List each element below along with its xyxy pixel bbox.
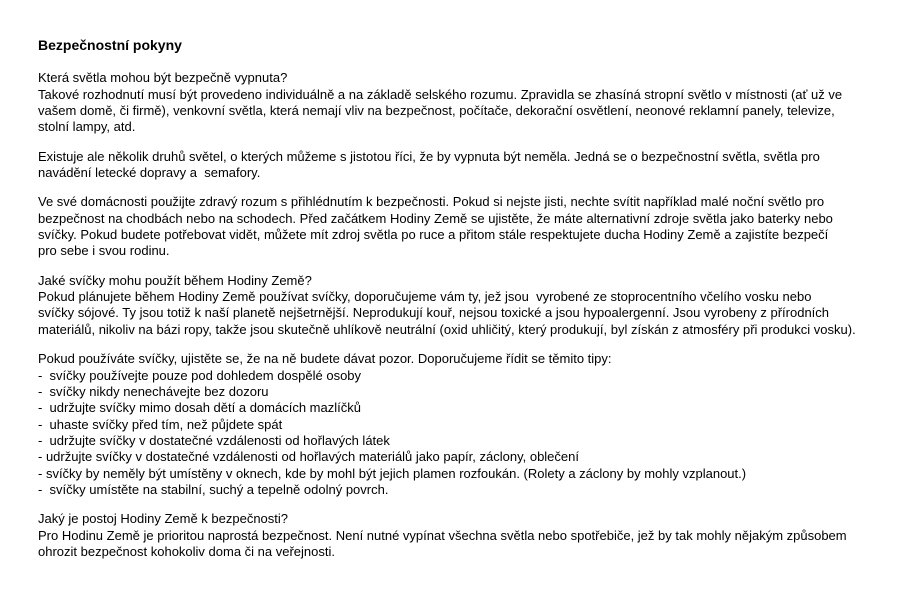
- text-line: Existuje ale několik druhů světel, o kterých můžeme s jistotou říci, že by vypnuta být neměla. Jedná se o bezpečnostní světla, světla pro: [38, 148, 820, 164]
- paragraph-lights-exceptions: [38, 149, 876, 182]
- text-line: vašem domě, či firmě), venkovní světla, která nemají vliv na bezpečnost, počítače, dekorační osvětlení, neonové reklamní panely, televize,: [38, 103, 835, 119]
- section-heading: Jaký je postoj Hodiny Země k bezpečnosti?: [38, 511, 289, 527]
- paragraph-candle-types: [38, 273, 876, 338]
- bullet-line: - svíčky používejte pouze pod dohledem dospělé osoby: [38, 367, 362, 383]
- text-line: Pokud používáte svíčky, ujistěte se, že na ně budete dávat pozor. Doporučujeme řídit se těmito tipy:: [38, 351, 612, 367]
- text-line: svíčky sójové. Ty jsou totiž k naší planetě nejšetrnější. Neprodukují kouř, nejsou toxické a jsou hypoalergenní. Jsou vyrobeny z přírodních: [38, 305, 830, 321]
- text-line: Pro Hodinu Země je prioritou naprostá bezpečnost. Není nutné vypínat všechna světla nebo spotřebiče, jež by tak mohly nějakým způsobem: [38, 527, 847, 543]
- bullet-line: - svíčky by neměly být umístěny v oknech, kde by mohl být jejich plamen rozfoukán. (Rolety a záclony by mohly vzplanout.): [38, 465, 747, 481]
- paragraph-which-lights: [38, 70, 876, 135]
- paragraph-household-advice: [38, 194, 876, 259]
- bullet-line: - svíčky umístěte na stabilní, suchý a tepelně odolný povrch.: [38, 481, 389, 497]
- text-line: bezpečnost na chodbách nebo na schodech. Před začátkem Hodiny Země se ujistěte, že máte alternativní zdroje světla jako baterky nebo: [38, 210, 833, 226]
- text-line: stolní lampy, atd.: [38, 119, 136, 135]
- text-line: Takové rozhodnutí musí být provedeno individuálně a na základě selského rozumu. Zpravidla se zhasíná stropní světlo v místnosti (ať už ve: [38, 86, 843, 102]
- bullet-line: - svíčky nikdy nenechávejte bez dozoru: [38, 383, 269, 399]
- text-line: Pokud plánujete během Hodiny Země používat svíčky, doporučujeme vám ty, jež jsou vyrobené ze stoprocentního včelího vosku nebo: [38, 289, 812, 305]
- document-title: Bezpečnostní pokyny: [38, 37, 182, 53]
- bullet-line: - uhaste svíčky před tím, než půjdete spát: [38, 416, 283, 432]
- section-heading: Jaké svíčky mohu použít během Hodiny Země?: [38, 272, 312, 288]
- paragraph-earth-hour-stance: [38, 511, 876, 560]
- text-line: pro sebe i svou rodinu.: [38, 243, 170, 259]
- text-line: materiálů, nikoliv na bázi ropy, takže jsou skutečně uhlíkově neutrální (oxid uhličitý, který produkují, byl získán z atmosféry při produkci vosku).: [38, 321, 856, 337]
- text-line: ohrozit bezpečnost kohokoliv doma či na veřejnosti.: [38, 543, 335, 559]
- bullet-line: - udržujte svíčky mimo dosah dětí a domácích mazlíčků: [38, 400, 361, 416]
- paragraph-candle-safety-tips: [38, 351, 876, 498]
- bullet-line: - udržujte svíčky v dostatečné vzdálenosti od hořlavých materiálů jako papír, záclony, oblečení: [38, 449, 579, 465]
- text-line: Ve své domácnosti použijte zdravý rozum s přihlédnutím k bezpečnosti. Pokud si nejste jisti, nechte svítit například malé noční světlo pro: [38, 194, 825, 210]
- section-heading: Která světla mohou být bezpečně vypnuta?: [38, 70, 288, 86]
- bullet-line: - udržujte svíčky v dostatečné vzdálenosti od hořlavých látek: [38, 432, 390, 448]
- text-line: svíčky. Pokud budete potřebovat vidět, můžete mít zdroj světla po ruce a přitom stále respektujete ducha Hodiny Země a zajistíte bezpečí: [38, 227, 829, 243]
- text-line: navádění letecké dopravy a semafory.: [38, 165, 261, 181]
